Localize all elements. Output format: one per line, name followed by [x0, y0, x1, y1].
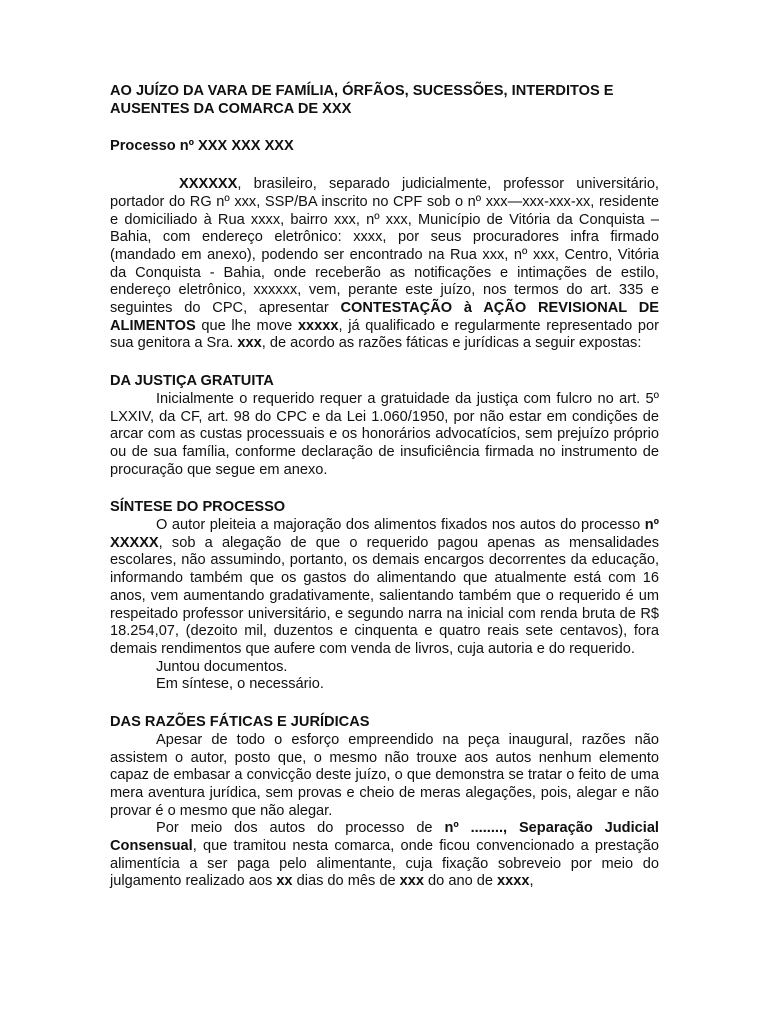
separation-ref: nº ........, Separação Judicial Consensual [110, 820, 659, 855]
sintese-text-1: O autor pleiteia a majoração dos alimentos fixados nos autos do processo [156, 517, 645, 534]
process-number: Processo nº XXX XXX XXX [110, 138, 294, 155]
razoes-text-1: Por meio dos autos do processo de [156, 820, 445, 837]
intro-text-1: , brasileiro, separado judicialmente, professor universitário, portador do RG nº xxx, SSP/BA inscrito no CPF sob o nº xxx—xxx-xxx-xx, residente e domiciliado à Rua xxxx, bairro xxx, nº xxx, Município de Vitória da Conquista – Bahia, com endereço eletrônico: xxxx, por seus procuradores infra firmado (mandado em anexo), podendo ser encontrado na Rua xxx, nº xxx, Centro, Vitória da Conquista - Bahia, onde receberão as notificações e intimações de estilo, endereço eletrônico, xxxxxx, vem, perante este juízo, nos termos do art. 335 e seguintes do CPC, apresentar [110, 176, 659, 317]
plaintiff-name: xxxxx [297, 317, 339, 334]
sintese-paragraph [110, 517, 659, 659]
section-heading-justica: DA JUSTIÇA GRATUITA [110, 373, 274, 390]
razoes-paragraph-1: Apesar de todo o esforço empreendido na peça inaugural, razões não assistem o autor, posto que, o mesmo não trouxe aos autos nenhum elemento capaz de embasar a convicção deste juízo, o que demonstra se tratar o feito de uma mera aventura jurídica, sem provas e cheio de meras alegações, pois, alegar e não provar é o mesmo que não alegar. [110, 731, 659, 819]
sintese-text-2: , sob a alegação de que o requerido pagou apenas as mensalidades escolares, não assumindo, portanto, os demais encargos decorrentes da educação, informando também que os gastos do alimentando que atualmente está com 16 anos, vem aumentando gradativamente, salientando também que o requerido é um respeitado professor universitário, e segundo narra na inicial com renda bruta de R$ 18.254,07, (dezoito mil, duzentos e cinquenta e quatro reais sete centavos), fora demais rendimentos que aufere com venda de livros, cuja autoria e do requerido. [110, 534, 659, 657]
justica-paragraph: Inicialmente o requerido requer a gratuidade da justiça com fulcro no art. 5º LXXIV, da CF, art. 98 do CPC e da Lei 1.060/1950, por não estar em condições de arcar com as custas processuais e os honorários advocatícios, sem prejuízo próprio ou de sua família, conforme declaração de insuficiência firmada no instrumento de procuração que segue em anexo. [110, 390, 659, 478]
sintese-summary: Em síntese, o necessário. [156, 676, 324, 693]
month-placeholder: xxx [399, 873, 424, 890]
intro-text-2: que lhe move [195, 317, 298, 334]
year-placeholder: xxxx [497, 873, 530, 890]
razoes-text-3: dias do mês de [292, 873, 400, 890]
razoes-text-4: do ano de [424, 873, 498, 890]
party-name: XXXXXX [179, 176, 238, 193]
razoes-text-5: , [529, 873, 534, 890]
intro-text-4: , de acordo as razões fáticas e jurídicas a seguir expostas: [261, 335, 642, 352]
razoes-text-2: , que tramitou nesta comarca, onde ficou convencionado a prestação alimentícia a ser paga pelo alimentante, cuja fixação sobreveio por meio do julgamento realizado aos [110, 838, 659, 890]
intro-paragraph [110, 176, 659, 353]
section-heading-sintese: SÍNTESE DO PROCESSO [110, 499, 286, 516]
court-address: AO JUÍZO DA VARA DE FAMÍLIA, ÓRFÃOS, SUCESSÕES, INTERDITOS E AUSENTES DA COMARCA DE XXX [110, 83, 614, 117]
action-title: CONTESTAÇÃO à AÇÃO REVISIONAL DE ALIMENTOS [110, 300, 660, 334]
section-heading-razoes: DAS RAZÕES FÁTICAS E JURÍDICAS [110, 714, 370, 731]
razoes-paragraph-2 [110, 820, 659, 891]
process-ref: nº XXXXX [110, 517, 659, 551]
intro-text-3: , já qualificado e regularmente representado por sua genitora a Sra. [110, 317, 660, 352]
day-placeholder: xx [276, 873, 293, 890]
sintese-docs: Juntou documentos. [156, 658, 288, 675]
mother-name: xxx [237, 335, 262, 352]
